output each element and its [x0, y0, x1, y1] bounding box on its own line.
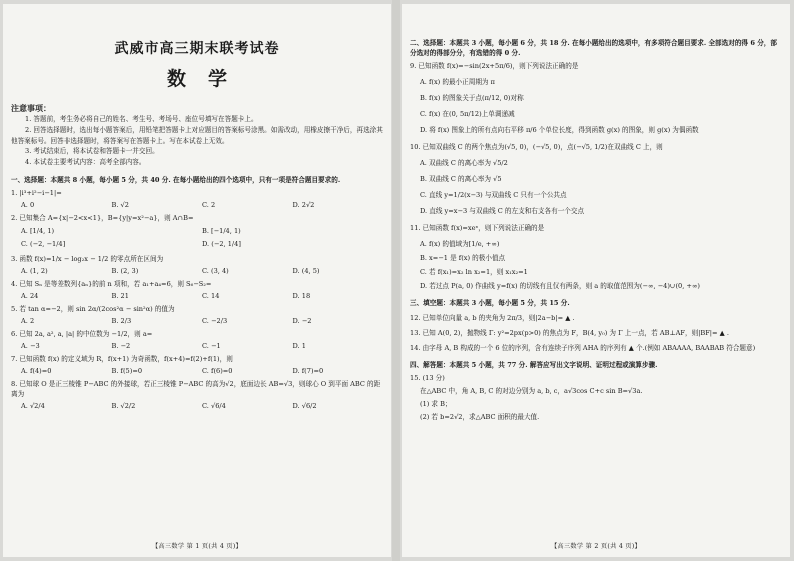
answer-option: C. 若 f(x₁)=x₂ ln x₂=1，则 x₁x₂=1 [420, 268, 528, 276]
answer-option: D. (−2, 1/4] [202, 239, 241, 248]
answer-option: B. √2/2 [111, 401, 136, 410]
question-stem: 5. 若 tan α=−2，则 sin 2α/(2cos²α − sin²α) 的值为 [11, 304, 175, 313]
exam-page-left [3, 4, 391, 557]
answer-option: B. f(x) 的图象关于点(π/12, 0)对称 [420, 94, 524, 102]
option-row [11, 341, 383, 351]
question-stem: 2. 已知集合 A={x|−2<x<1}，B={y|y=x²−a}，则 A∩B= [11, 213, 194, 222]
answer-option: C. 直线 y=1/2(x−3) 与双曲线 C 只有一个公共点 [420, 191, 567, 199]
answer-option: D. 将 f(x) 图象上的所有点向右平移 π/6 个单位长度，得到函数 g(x) 的图象，则 g(x) 为偶函数 [420, 126, 699, 134]
option-list [410, 158, 782, 216]
answer-option: C. f(x) 在(0, 5π/12)上单调递减 [420, 110, 515, 118]
section-heading-solutions: 四、解答题：本题共 5 小题，共 77 分. 解答应写出文字说明、证明过程或演算步骤. [410, 361, 658, 369]
answer-option: C. (3, 4) [202, 266, 229, 275]
answer-option: D. 若过点 P(a, 0) 作曲线 y=f(x) 的切线有且仅有两条，则 a 的取值范围为(−∞, −4)∪(0, +∞) [420, 282, 701, 290]
answer-option: A. 0 [21, 200, 35, 209]
answer-option: A. (1, 2) [21, 266, 48, 275]
notice-list [11, 114, 383, 168]
question-list [11, 188, 383, 411]
answer-option: C. √6/4 [202, 401, 226, 410]
answer-option: C. 2 [202, 200, 216, 209]
option-row [11, 225, 383, 251]
answer-option: A. 2 [21, 316, 35, 325]
answer-option: A. 双曲线 C 的离心率为 √5/2 [420, 159, 508, 167]
exam-subject: 数学 [166, 68, 249, 90]
option-row [11, 200, 383, 210]
answer-option: A. √2/4 [21, 401, 45, 410]
sub-question: (1) 求 B； [420, 400, 452, 408]
sub-question-list [410, 399, 782, 422]
answer-option: D. −2 [292, 316, 312, 325]
answer-option: C. f(6)=0 [202, 366, 233, 375]
answer-option: D. f(7)=0 [292, 366, 324, 375]
notice-item: 4. 本试卷主要考试内容：高考全部内容。 [25, 158, 146, 167]
question-stem: 7. 已知函数 f(x) 的定义域为 R，f(x+1) 为奇函数，f(x+4)=f(2)+f(1)，则 [11, 354, 233, 363]
question-stem: 在△ABC 中，角 A, B, C 的对边分别为 a, b, c，a√3cos C+c sin B=√3a. [420, 387, 643, 395]
answer-option: B. f(5)=0 [111, 366, 143, 375]
answer-option: D. 直线 y=x−3 与双曲线 C 的左支和右支各有一个交点 [420, 207, 585, 215]
question-stem: 3. 函数 f(x)=1/x − log₂x − 1/2 的零点所在区间为 [11, 254, 164, 263]
question-stem: 9. 已知函数 f(x)=−sin(2x+5π/6)，则下列说法正确的是 [410, 62, 579, 70]
option-row [11, 366, 383, 376]
sub-question: (2) 若 b=2√2，求△ABC 面积的最大值. [420, 413, 540, 421]
notice-heading: 注意事项： [11, 103, 51, 113]
exam-title: 武威市高三期末联考试卷 [114, 41, 280, 57]
answer-option: C. −1 [202, 341, 221, 350]
answer-option: B. (2, 3) [111, 266, 139, 275]
question-stem: 6. 已知 2a, a², a, |a| 的中位数为 −1/2，则 a= [11, 329, 153, 338]
question-stem: 14. 由字母 A, B 构成的一个 6 位的序列，含有连续子序列 AHA 的序列有 ▲ 个.(例如 ABAAAA, BAABAB 符合题意) [410, 344, 756, 352]
option-row [11, 291, 383, 301]
question-stem: 8. 已知球 O 是正三棱锥 P−ABC 的外接球，若正三棱锥 P−ABC 的高为√2，底面边长 AB=√3，则球心 O 到平面 ABC 的距离为 [11, 379, 381, 398]
answer-option: B. 21 [111, 291, 129, 300]
section-heading-fill-in: 三、填空题：本题共 3 小题，每小题 5 分，共 15 分. [410, 299, 570, 307]
answer-option: B. [−1/4, 1) [202, 226, 241, 235]
notice-item: 1. 答题前，考生务必将自己的姓名、考生号、考场号、座位号填写在答题卡上。 [25, 115, 258, 123]
answer-option: B. 2/3 [111, 316, 132, 325]
option-list [410, 239, 782, 291]
question-stem: 11. 已知函数 f(x)=xeˣ，则下列说法正确的是 [410, 224, 545, 232]
notice-item: 2. 回答选择题时，选出每小题答案后，用铅笔把答题卡上对应题目的答案标号涂黑。如需改动，用橡皮擦干净后，再选涂其他答案标号。回答非选择题时，将答案写在答题卡上。写在本试卷上无效。 [11, 125, 383, 145]
exam-page-right [402, 4, 790, 557]
option-row [11, 316, 383, 326]
answer-option: B. x=−1 是 f(x) 的极小值点 [420, 254, 506, 262]
section-heading-multi-choice: 二、选择题：本题共 3 小题，每小题 6 分，共 18 分. 在每小题给出的选项中，有多项符合题目要求. 全部选对的得 6 分，部分选对的得部分分，有选错的得 0 分. [410, 39, 777, 57]
page-footer: 【高三数学 第 2 页(共 4 页)】 [550, 543, 642, 550]
option-row [11, 401, 383, 411]
question-stem: 4. 已知 Sₙ 是等差数列{aₙ}的前 n 项和，若 a₁+a₄=6，则 S₆−S₂= [11, 279, 212, 288]
answer-option: A. f(x) 的值域为[1/e, +∞) [420, 240, 500, 248]
option-list [410, 77, 782, 135]
answer-option: B. 双曲线 C 的离心率为 √5 [420, 175, 502, 183]
page-footer: 【高三数学 第 1 页(共 4 页)】 [151, 543, 243, 550]
answer-option: C. 14 [202, 291, 220, 300]
answer-option: A. −3 [21, 341, 40, 350]
answer-option: D. (4, 5) [292, 266, 320, 275]
answer-option: C. −2/3 [202, 316, 228, 325]
answer-option: D. 1 [292, 341, 306, 350]
option-row [11, 266, 383, 276]
answer-option: D. 2√2 [292, 200, 315, 209]
answer-option: A. f(x) 的最小正周期为 π [420, 78, 495, 86]
question-stem: 10. 已知双曲线 C 的两个焦点为(√5, 0)，(−√5, 0)，点(−√5, 1/2)在双曲线 C 上，则 [410, 143, 663, 151]
answer-option: C. (−2, −1/4] [21, 239, 66, 248]
page-gutter [392, 0, 400, 561]
answer-option: A. 24 [21, 291, 39, 300]
notice-item: 3. 考试结束后，将本试卷和答题卡一并交回。 [25, 147, 159, 156]
question-stem: 1. |i³+i²−i−1|= [11, 188, 62, 197]
question-stem: 13. 已知 A(0, 2)，抛物线 Γ: y²=2px(p>0) 的焦点为 F，B(4, y₀) 为 Γ 上一点，若 AB⊥AF，则|BF|= ▲ . [410, 329, 729, 337]
answer-option: B. √2 [111, 200, 129, 209]
question-heading: 15. (13 分) [410, 374, 445, 382]
question-stem: 12. 已知单位向量 a, b 的夹角为 2π/3，则|2a−b|= ▲ . [410, 314, 575, 322]
answer-option: A. f(4)=0 [21, 366, 52, 375]
section-heading-single-choice: 一、选择题：本题共 8 小题，每小题 5 分，共 40 分. 在每小题给出的四个选项中，只有一项是符合题目要求的. [11, 175, 341, 184]
answer-option: A. [1/4, 1) [21, 226, 55, 235]
answer-option: D. √6/2 [292, 401, 317, 410]
answer-option: D. 18 [292, 291, 311, 300]
answer-option: B. −2 [111, 341, 131, 350]
